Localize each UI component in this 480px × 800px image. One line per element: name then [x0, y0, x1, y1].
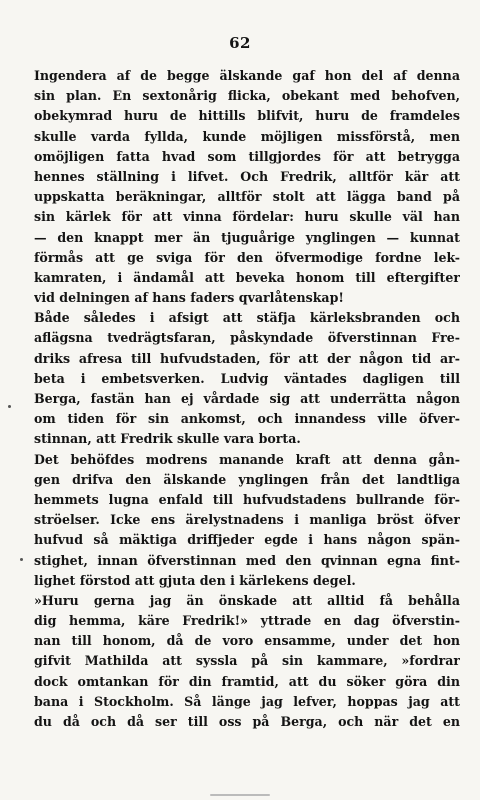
text-line: bana i Stockholm. Så länge jag lefver, hoppas jag att [34, 693, 460, 709]
text-line: Det behöfdes modrens manande kraft att denna gån- [34, 451, 460, 467]
text-line: sin plan. En sextonårig flicka, obekant med behofven, [34, 88, 460, 104]
text-line: om tiden för sin ankomst, och innandess ville öfver- [34, 411, 460, 427]
text-line: förmås att ge sviga för den öfvermodige fordne lek- [34, 249, 460, 265]
text-line: dig hemma, käre Fredrik!» yttrade en dag öfverstin- [34, 613, 460, 629]
text-line: du då och då ser till oss på Berga, och när det en [34, 714, 460, 729]
text-line: »Huru gerna jag än önskade att alltid få behålla [34, 592, 460, 608]
ink-speck [8, 405, 11, 408]
text-line: dock omtankan för din framtid, att du söker göra din [34, 673, 460, 689]
text-line: stinnan, att Fredrik skulle vara borta. [34, 431, 301, 447]
text-line: gen drifva den älskande ynglingen från det landtliga [34, 471, 460, 487]
text-line: — den knappt mer än tjuguårige ynglingen — kunnat [34, 229, 460, 245]
text-line: lighet förstod att gjuta den i kärlekens degel. [34, 572, 356, 588]
page-edge-mark [210, 794, 270, 796]
text-line: hemmets lugna enfald till hufvudstadens bullrande för- [34, 491, 460, 507]
ink-speck [20, 558, 23, 561]
text-line: omöjligen fatta hvad som tillgjordes för att betrygga [34, 148, 460, 164]
text-line: gifvit Mathilda att syssla på sin kammare, »fordrar [34, 653, 460, 669]
text-line: hufvud så mäktiga driffjeder egde i hans någon spän- [34, 532, 460, 548]
text-line: beta i embetsverken. Ludvig väntades dagligen till [34, 370, 460, 386]
text-line: Berga, fastän han ej vårdade sig att underrätta någon [34, 391, 460, 406]
text-line: uppskatta beräkningar, alltför stolt att lägga band på [34, 189, 460, 205]
text-line: driks afresa till hufvudstaden, för att der någon tid ar- [34, 350, 460, 366]
text-line: skulle varda fyllda, kunde möjligen missförstå, men [34, 128, 460, 144]
text-line: aflägsna tvedrägtsfaran, påskyndade öfverstinnan Fre- [34, 330, 460, 346]
text-line: Både således i afsigt att stäfja kärleksbranden och [34, 310, 460, 326]
text-line: obekymrad huru de hittills blifvit, huru de framdeles [34, 108, 460, 124]
text-line: kamraten, i ändamål att beveka honom till eftergifter [34, 269, 460, 285]
page-number: 62 [229, 34, 251, 52]
text-line: sin kärlek för att vinna fördelar: huru skulle väl han [34, 209, 460, 225]
text-line: hennes ställning i lifvet. Och Fredrik, alltför kär att [34, 168, 460, 184]
text-line: vid delningen af hans faders qvarlåtenskap! [34, 290, 344, 306]
text-line: nan till honom, då de voro ensamme, under det hon [34, 633, 460, 649]
text-line: Ingendera af de begge älskande gaf hon del af denna [34, 68, 460, 83]
text-line: stighet, innan öfverstinnan med den qvinnan egna fint- [34, 552, 460, 568]
body-text [34, 66, 460, 732]
text-line: ströelser. Icke ens ärelystnadens i manliga bröst öfver [34, 512, 460, 528]
